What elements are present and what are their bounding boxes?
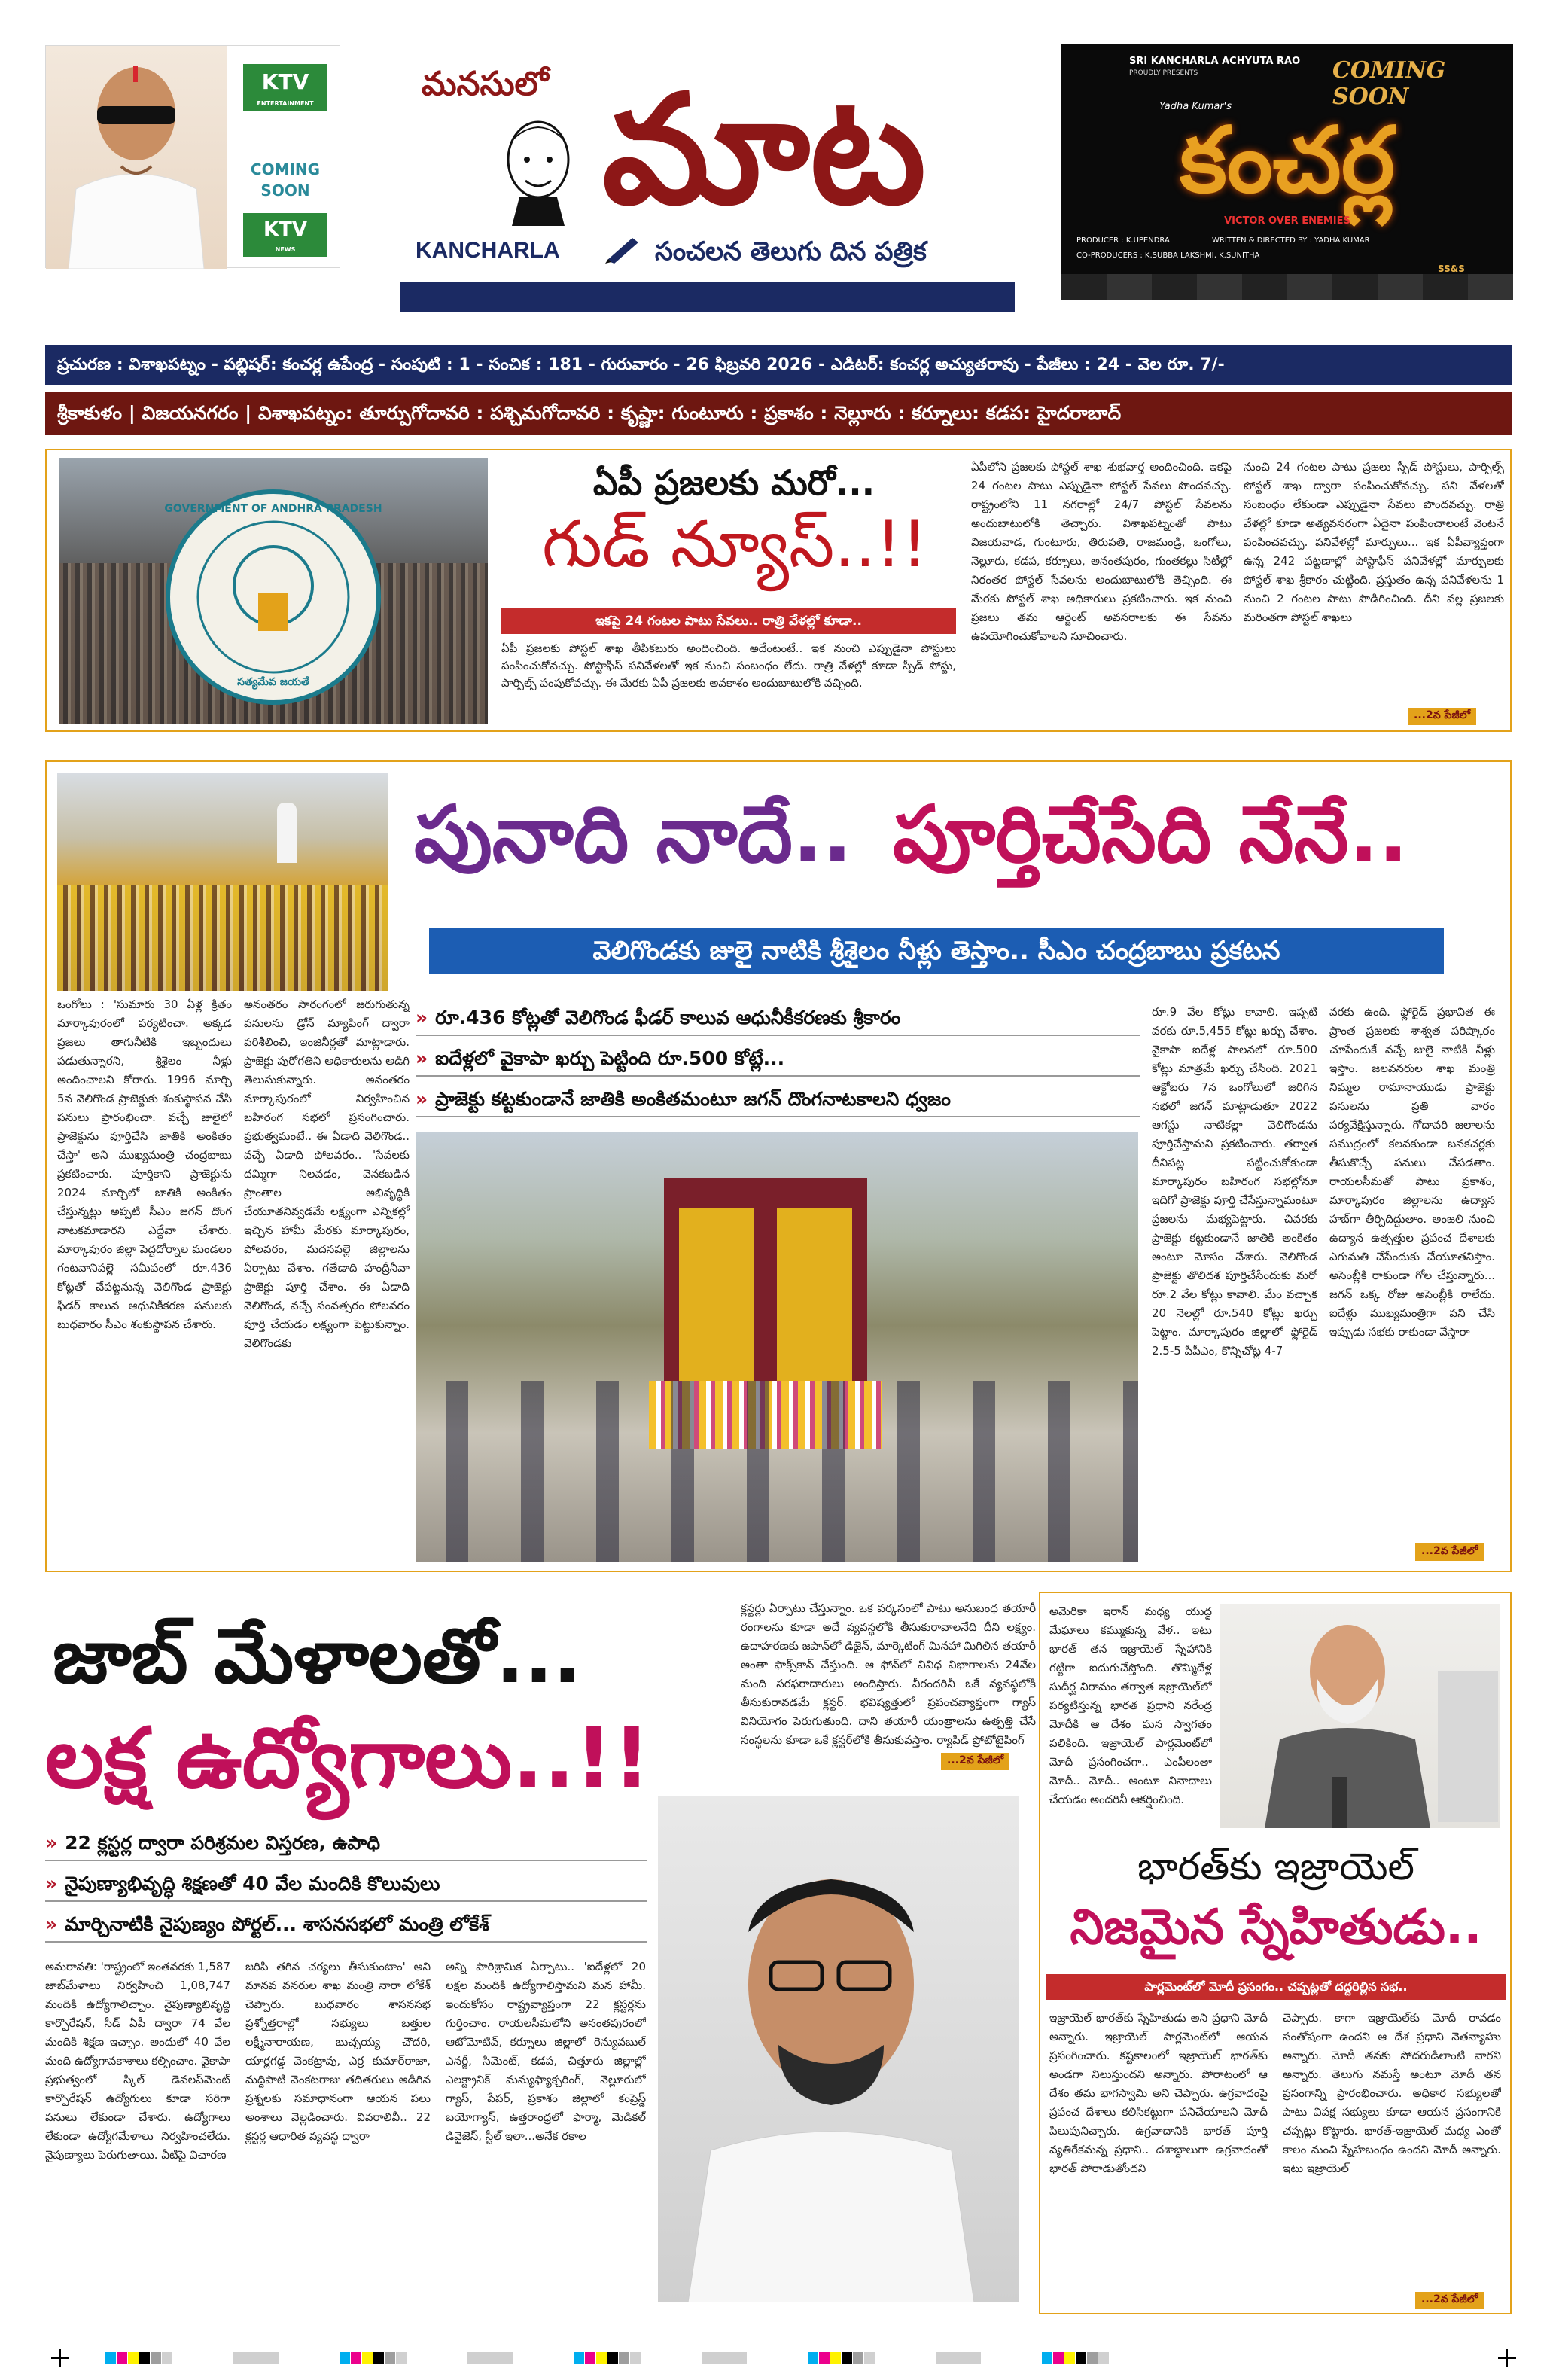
story3-top-column: క్లస్టర్లు ఏర్పాటు చేస్తున్నాం. ఒక వర్కసంలో పాటు అనుబంధ తయారీ రంగాలను కూడా అదే వ్యవస్థలోకి తీసుకురావాలనేది దీని లక్ష్యం. ఉదాహరణకు జపాన్‌లో డిజైన్, మార్కెటింగ్ మినహా మిగిలిన తయారీ అంతా ఫాక్స్‌కాన్ చేస్తుంది. ఆ ఫోన్‌లో వివిధ విభాగాలను 24వేల మంది సరఫరాదారులు అందిస్తారు. వీరందరినీ ఒకే వ్యవస్థలోకి తీసుకురావడమే క్లస్టర్. భవిష్యత్తులో ప్రపంచవ్యాప్తంగా గ్యాస్ వినియోగం పెరుగుతుంది. దాని తయారీ యంత్రాలను ఉత్పత్తి చేసే సంస్థలను కూడా ఒకే క్లస్టర్‌లోకి తీసుకువస్తాం. ర్యాపిడ్ ప్రోటోటైపింగ్: [741, 1601, 1036, 1747]
story3-headline-b: లక్ష ఉద్యోగాలు..!!: [45, 1710, 651, 1806]
story4-top-column: అమెరికా ఇరాన్ మధ్య యుద్ధ మేఘాలు కమ్ముకున్న వేళ.. ఇటు భారత్ తన ఇజ్రాయెల్ స్నేహానికి గట్టిగా ఐదుగుచేస్తోంది. తొమ్మిదేళ్ల సుదీర్ఘ విరామం తర్వాత ఇజ్రాయెల్‌లో పర్యటిస్తున్న భారత ప్రధాని నరేంద్ర మోదీకి ఆ దేశం ఘన స్వాగతం పలికింది. ఇజ్రాయెల్ పార్లమెంట్‌లో మోదీ ప్రసంగించగా.. ఎంపీలంతా మోదీ.. మోదీ.. అంటూ నినాదాలు చేయడం అందరినీ ఆకర్షించింది.: [1049, 1604, 1212, 1806]
story3-bullet-2: » నైపుణ్యాభివృద్ధి శిక్షణతో 40 వేల మందికి కొలువులు: [45, 1867, 647, 1902]
seal-motto: సత్యమేవ జయతే: [237, 676, 309, 688]
masthead-title-small: మనసులో: [422, 65, 549, 103]
story3-continued[interactable]: ...2వ పేజీలో: [941, 1753, 1009, 1770]
story3-bullet-3: » మార్చినాటికి నైపుణ్యం పోర్టల్... శాసనసభలో మంత్రి లోకేశ్: [45, 1908, 647, 1943]
rally-photo: [57, 773, 388, 991]
story2-headline-a: పునాది నాదే..: [414, 788, 852, 880]
story3-column-1: అమరావతి: 'రాష్ట్రంలో ఇంతవరకు 1,587 జాబ్‌మేళాలు నిర్వహించి 1,08,747 మందికి ఉద్యోగాలిచ్చాం. నైపుణ్యాభివృద్ధి కార్పొరేషన్, సీడ్ ఏపీ ద్వారా 74 వేల మందికి శిక్షణ ఇచ్చాం. అందులో 40 వేల మంది ఉద్యోగావకాశాలు కల్పించాం. వైకాపా ప్రభుత్వంలో స్కిల్ డెవలప్‌మెంట్ కార్పొరేషన్ ఉద్యోగులు కూడా సరిగా పనులు లేకుండా చేశారు. ఉద్యోగాలు లేకుండా ఉద్యోగమేళాలు నిర్వహించలేదు. నైపుణ్యాలు పెరుగుతాయి. వీటిపై విచారణ: [45, 1960, 230, 2162]
ad-credit-copro: CO-PRODUCERS : K.SUBBA LAKSHMI, K.SUNITHA: [1076, 251, 1260, 260]
story1-strap: ఇకపై 24 గంటల పాటు సేవలు.. రాత్రి వేళల్లో కూడా..: [501, 608, 956, 634]
story3-bullet-1: » 22 క్లస్టర్ల ద్వారా పరిశ్రమల విస్తరణ, ఉపాధి: [45, 1827, 647, 1861]
story4-headline: నిజమైన స్నేహితుడు..: [1070, 1900, 1482, 1955]
story1-continued[interactable]: ...2వ పేజీలో: [1408, 708, 1476, 725]
minister-photo: [658, 1796, 1019, 2302]
ad-producer-top: SRI KANCHARLA ACHYUTA RAO: [1129, 56, 1301, 67]
coming-soon-text: COMING SOON: [250, 160, 321, 200]
right-movie-ad: [1061, 44, 1513, 300]
story1-column-2: నుంచి 24 గంటల పాటు ప్రజలు స్పీడ్ పోస్టులు, పార్సిల్స్ పోస్టల్ శాఖ ద్వారా పంపించుకోవచ్చు. పని వేళలతో సంబంధం లేకుండా ఎప్పుడైనా సేవలు పొందవచ్చు. రాత్రి వేళల్లో కూడా అత్యవసరంగా ఏదైనా పంపించాలంటే వెంటనే పంపించవచ్చు. పనివేళల్లో మార్పులు... ఇక ఏపీవ్యాప్తంగా ఉన్న 242 పట్టణాల్లో పోస్టాఫీస్ పనివేళల్లో మార్పులకు పోస్టల్ శాఖ శ్రీకారం చుట్టింది. ప్రస్తుతం ఉన్న పనివేళలను 1 నుంచి 2 గంటల పాటు పొడిగించింది. దీని వల్ల ప్రజలకు మరింతగా పోస్టల్ శాఖలు: [1244, 460, 1504, 624]
story1-headline: గుడ్ న్యూస్..!!: [541, 507, 928, 582]
crowd-texture: [57, 885, 388, 991]
publication-info-bar: ప్రచురణ : విశాఖపట్నం - పబ్లిషర్: కంచర్ల ఉపేంద్ర - సంపుటి : 1 - సంచిక : 181 - గురువారం - 26 ఫిబ్రవరి 2026 - ఎడిటర్: కంచర్ల అచ్యుతరావు - పేజీలు : 24 - వెల రూ. 7/-: [45, 345, 1512, 385]
minister-illustration: [658, 1796, 1019, 2302]
ad-person-photo: [46, 46, 227, 269]
ap-seal-photo: [59, 458, 488, 724]
ad-credits-strip: [1061, 274, 1513, 300]
story2-column-1: ఒంగోలు : 'సుమారు 30 ఏళ్ల క్రితం మార్కాపురంలో పర్యటించా. అక్కడ ప్రజలు తాగునీటికి ఇబ్బందులు పడుతున్నారని, శ్రీశైలం నీళ్లు అందించాలని కోరారు. 1996 మార్చి 5న వెలిగొండ ప్రాజెక్టుకు శంకుస్థాపన చేసి పనులు ప్రారంభించా. వచ్చే జులైలో ప్రాజెక్టును పూర్తిచేసి జాతికి అంకితం చేస్తా' అని ముఖ్యమంత్రి చంద్రబాబు ప్రకటించారు. పూర్తికాని ప్రాజెక్టును 2024 మార్చిలో జాతికి అంకితం చేస్తున్నట్లు అప్పటి సీఎం జగన్ దొంగ నాటకమాడారని ఎద్దేవా చేశారు. మార్కాపురం జిల్లా పెద్దదోర్నాల మండలం గంటవానిపల్లె సమీపంలో రూ.436 కోట్లతో చేపట్టనున్న వెలిగొండ ప్రాజెక్టు ఫీడర్ కాలువ ఆధునికీకరణ పనులకు బుధవారం సీఎం శంకుస్థాపన చేశారు.: [57, 998, 232, 1331]
story2-bullet-2: » ఐదేళ్లలో వైకాపా ఖర్చు పెట్టింది రూ.500 కోట్లే...: [416, 1042, 1140, 1077]
masthead-brand: KANCHARLA: [416, 238, 560, 263]
story2-continued[interactable]: ...2వ పేజీలో: [1415, 1543, 1484, 1561]
masthead-rule: [400, 282, 1015, 312]
ktv-logo-top: KTV ENTERTAINMENT: [243, 64, 327, 111]
story4-kicker: భారత్‌కు ఇజ్రాయెల్: [1137, 1845, 1414, 1888]
story2-bullet-3: » ప్రాజెక్టు కట్టకుండానే జాతికి అంకితమంటూ జగన్ దొంగనాటకాలని ధ్వజం: [416, 1083, 1140, 1117]
modi-illustration: [1220, 1604, 1500, 1828]
ad-banner-logo: SS&S: [1438, 264, 1465, 274]
modi-photo: [1220, 1604, 1500, 1828]
ad-coming-soon: COMING SOON: [1332, 57, 1446, 110]
ap-govt-seal-icon: [164, 488, 382, 706]
ad-movie-title: కంచర్ల: [1180, 108, 1395, 213]
ceremony-curtain-right: [777, 1208, 852, 1403]
caricature-icon: [497, 113, 580, 226]
registration-mark-right: [1498, 2349, 1516, 2367]
story4-column-2: చెప్పారు. కాగా ఇజ్రాయెల్‌కు మోదీ రావడం సంతోషంగా ఉందని ఆ దేశ ప్రధాని నెతన్యాహు అన్నారు. మోదీ తనకు సోదరుడిలాంటి వారని అన్నారు. తెలుగు నమస్తే అంటూ మోదీ తన ప్రసంగాన్ని ప్రారంభించారు. అధికార సభ్యులతో పాటు విపక్ష సభ్యులు కూడా ఆయన ప్రసంగానికి చప్పట్లు కొట్టారు. భారత్-ఇజ్రాయెల్ మధ్య ఎంతో కాలం నుంచి స్నేహబంధం ఉందని మోదీ అన్నారు. ఇటు ఇజ్రాయెల్: [1283, 2011, 1501, 2175]
masthead-caricature: [497, 113, 580, 226]
registration-mark-left: [51, 2349, 69, 2367]
ad-presents: PROUDLY PRESENTS: [1129, 69, 1198, 77]
ktv-logo-bottom: KTV NEWS: [243, 213, 327, 257]
story4-continued[interactable]: ...2వ పేజీలో: [1415, 2292, 1484, 2309]
ad-credit-director: WRITTEN & DIRECTED BY : YADHA KUMAR: [1212, 236, 1370, 245]
story3-headline-a: జాబ్ మేళాలతో...: [53, 1612, 582, 1700]
story2-bullet-1: » రూ.436 కోట్లతో వెలిగొండ ఫీడర్ కాలువ ఆధునీకీకరణకు శ్రీకారం: [416, 1001, 1140, 1036]
ktv-news-label: NEWS: [275, 246, 296, 253]
story1-kicker: ఏపీ ప్రజలకు మరో...: [592, 462, 875, 503]
people-row: [416, 1381, 1138, 1562]
color-calibration-strip: [105, 2352, 1475, 2364]
story2-column-3: రూ.9 వేల కోట్లు కావాలి. ఇప్పటి వరకు రూ.5,455 కోట్లు ఖర్చు చేశాం. వైకాపా ఐదేళ్ల పాలనలో రూ.500 కోట్లు మాత్రమే ఖర్చు చేసింది. 2021 ఆక్టోబరు 7న ఒంగోలులో జరిగిన సభలో జగన్ మాట్లాడుతూ 2022 ఆగస్టు నాటికల్లా వెలిగొండను పూర్తిచేస్తామని ప్రకటించారు. తర్వాత దీనిపట్ల పట్టించుకోకుండా మార్కాపురం బహిరంగ సభల్లోనూ ఇదిగో ప్రాజెక్టు పూర్తి చేసేస్తున్నామంటూ ప్రజలను మభ్యపెట్టారు. చివరకు ప్రాజెక్టు కట్టకుండానే జాతికి అంకితం అంటూ మోసం చేశారు. వెలిగొండ ప్రాజెక్టు తొలిదశ పూర్తిచేసేందుకు మరో రూ.2 వేల కోట్లు కావాలి. మేం వచ్చాక 20 నెలల్లో రూ.540 కోట్లు ఖర్చు పెట్టాం. మార్కాపురం జిల్లాలో ఫ్లోరైడ్ 2.5-5 పీపీఎం, కొన్నిచోట్ల 4-7: [1152, 1005, 1317, 1358]
person-illustration: [46, 46, 227, 269]
districts-bar: శ్రీకాకుళం | విజయనగరం | విశాఖపట్నం: తూర్పుగోదావరి : పశ్చిమగోదావరి : కృష్ణా: గుంటూరు : ప్రకాశం : నెల్లూరు : కర్నూలు: కడప: హైదరాబాద్: [45, 392, 1512, 435]
story1-intro: ఏపీ ప్రజలకు పోస్టల్ శాఖ తీపికబురు అందించింది. అదేంటంటే.. ఇక నుంచి ఎప్పుడైనా పోస్టులు పంపించుకోవచ్చు. పోస్టాఫీస్ పనివేళలతో ఇక నుంచి సంబంధం లేదు. రాత్రి వేళల్లో కూడా స్పీడ్ పోస్టు, పార్సిల్స్ పంపుకోవచ్చు. ఈ మేరకు ఏపీ ప్రజలకు అవకాశం అందుబాటులోకి వచ్చింది.: [501, 641, 956, 690]
ktv-sub-label: ENTERTAINMENT: [257, 100, 314, 107]
story1-column-1: ఏపీలోని ప్రజలకు పోస్టల్ శాఖ శుభవార్త అందించింది. ఇకపై 24 గంటల పాటు ఎప్పుడైనా పోస్టల్ సేవలు పొందవచ్చు. రాష్ట్రంలోని 11 నగరాల్లో 24/7 పోస్టల్ సేవలను అందుబాటులోకి తెచ్చారు. విశాఖపట్నంతో పాటు విజయవాడ, గుంటూరు, తిరుపతి, రాజమండ్రి, ఒంగోలు, నెల్లూరు, కడప, కర్నూలు, అనంతపురం, గుంతకల్లు సిటీల్లో నిరంతర పోస్టల్ సేవలను అందుబాటులోకి తెచ్చింది. ఈ మేరకు పోస్టల్ శాఖ అధికారులు ప్రకటించారు. ఇక నుంచి ప్రజలు తమ ఆర్జెంట్ అవసరాలకు ఈ సేవను ఉపయోగించుకోవాలని సూచించారు.: [971, 460, 1232, 643]
speaker-figure: [277, 803, 297, 863]
story4-column-1: ఇజ్రాయెల్ భారత్‌కు స్నేహితుడు అని ప్రధాని మోదీ అన్నారు. ఇజ్రాయెల్ పార్లమెంట్‌లో ఆయన ప్రసంగించారు. కష్టకాలంలో ఇజ్రాయెల్ భారత్‌కు అండగా నిలుస్తుందని అన్నారు. పోరాటంలో ఆ దేశం తమ భాగస్వామి అని చెప్పారు. ఉగ్రవాదంపై ప్రపంచ దేశాలు కలిసికట్టుగా పనిచేయాలని మోదీ పిలుపునిచ్చారు. ఉగ్రవాదానికి భారత్ పూర్తి వ్యతిరేకమన్న ప్రధాని.. దశాబ్దాలుగా ఉగ్రవాదంతో భారత్ పోరాడుతోందని: [1049, 2011, 1268, 2175]
ceremony-curtain-left: [679, 1208, 754, 1403]
foundation-ceremony-photo: [416, 1132, 1138, 1562]
story3-column-2: జరిపి తగిన చర్యలు తీసుకుంటాం' అని మానవ వనరుల శాఖ మంత్రి నారా లోకేశ్ చెప్పారు. బుధవారం శాసనసభ ప్రశ్నోత్తరాల్లో సభ్యులు బత్తుల లక్ష్మీనారాయణ, బుచ్చయ్య చౌదరి, యార్లగడ్డ వెంకట్రావు, ఎర్ర కుమార్‌రాజా, మద్దిపాటి వెంకటరాజు తదితరులు అడిగిన ప్రశ్నలకు సమాధానంగా ఆయన పలు అంశాలు వెల్లడించారు. వివరాలివీ.. 22 క్లస్టర్ల ఆధారిత వ్యవస్థ ద్వారా: [245, 1960, 431, 2143]
left-ad: [45, 45, 340, 268]
ad-credit-producer: PRODUCER : K.UPENDRA: [1076, 236, 1170, 245]
story2-strap: వెలిగొండకు జులై నాటికి శ్రీశైలం నీళ్లు తెస్తాం.. సీఎం చంద్రబాబు ప్రకటన: [429, 928, 1444, 974]
story4-strap: పార్లమెంట్‌లో మోదీ ప్రసంగం.. చప్పట్లతో దద్దరిల్లిన సభ..: [1046, 1974, 1506, 2000]
masthead-tagline: సంచలన తెలుగు దిన పత్రిక: [655, 236, 927, 267]
ad-director-line: Yadha Kumar's: [1159, 101, 1232, 112]
pen-icon: [604, 235, 641, 265]
story2-column-4: వరకు ఉంది. ఫ్లోరైడ్ ప్రభావిత ఈ ప్రాంత ప్రజలకు శాశ్వత పరిష్కారం చూపేందుకే వచ్చే జులై నాటికి నీళ్లు ఇస్తాం. జలవనరుల శాఖ మంత్రి నిమ్మల రామానాయుడు ప్రాజెక్టు పనులను ప్రతి వారం పర్యవేక్షిస్తున్నారు. గోదావరి జలాలను సముద్రంలో కలవకుండా బనకచర్లకు తీసుకొచ్చే పనులు చేపడతాం. రాయలసీమతో పాటు ప్రకాశం, మార్కాపురం జిల్లాలను ఉద్యాన హబ్‌గా తీర్చిదిద్దుతాం. అంజలి నుంచి ఉద్యాన ఉత్పత్తుల ప్రపంచ దేశాలకు ఎగుమతి చేసేందుకు చేయూతనిస్తాం. అసెంబ్లీకి రాకుండా గోల చేస్తున్నారు... జగన్ ఒక్క రోజు అసెంబ్లీకి రాలేదు. ఐదేళ్లు ముఖ్యమంత్రిగా పని చేసి ఇప్పుడు సభకు రాకుండా వేస్తారా: [1329, 1005, 1495, 1339]
story2-column-2: అనంతరం సారంగంలో జరుగుతున్న పనులను డ్రోన్ మ్యాపింగ్ ద్వారా పరిశీలించి, ఇంజినీర్లతో మాట్లాడారు. ప్రాజెక్టు పురోగతిని అధికారులను అడిగి తెలుసుకున్నారు. అనంతరం మార్కాపురంలో నిర్వహించిన బహిరంగ సభలో ప్రసంగించారు. ప్రభుత్వమంటే.. ఈ ఏడాది వెలిగొండ.. వచ్చే ఏడాది పోలవరం.. 'సేవలకు దమ్మిగా నిలవడం, వెనకబడిన ప్రాంతాల అభివృద్ధికి చేయూతనివ్వడమే లక్ష్యంగా ఎన్నికల్లో ఇచ్చిన హామీ మేరకు మార్కాపురం, పోలవరం, మదనపల్లె జిల్లాలను ఏర్పాటు చేశాం. గతేడాది హంద్రీనీవా ప్రాజెక్టు పూర్తి చేశాం. ఈ ఏడాది వెలిగొండ, వచ్చే సంవత్సరం పోలవరం పూర్తి చేయడం లక్ష్యంగా పెట్టుకున్నాం. వెలిగొండకు: [244, 998, 410, 1350]
story3-column-3: అన్ని పారిశ్రామిక ఏర్పాటు.. 'ఐదేళ్లలో 20 లక్షల మందికి ఉద్యోగాలిస్తామని మన హామీ. ఇందుకోసం రాష్ట్రవ్యాప్తంగా 22 క్లస్టర్లను గుర్తించాం. రాయలసీమలోని అనంతపురంలో ఆటోమోటివ్, కర్నూలు జిల్లాలో రెన్యువబుల్ ఎనర్జీ, సిమెంట్, కడప, చిత్తూరు జిల్లాల్లో ఎలక్ట్రానిక్ మన్యుఫ్యాక్చరింగ్, నెల్లూరులో గ్యాస్, పేపర్, ప్రకాశం జిల్లాలో కంప్రెస్డ్ బయోగ్యాస్, ఉత్తరాంధ్రలో ఫార్మా, మెడికల్ డివైజెస్, స్టీల్ ఇలా...అనేక రకాల: [446, 1960, 646, 2143]
ad-movie-subtitle: VICTOR OVER ENEMIES: [1224, 215, 1350, 227]
seal-text: GOVERNMENT OF ANDHRA PRADESH: [164, 503, 382, 515]
masthead-title-big: మాట: [602, 62, 927, 238]
story2-headline-b: పూర్తిచేసేది నేనే..: [893, 788, 1408, 880]
